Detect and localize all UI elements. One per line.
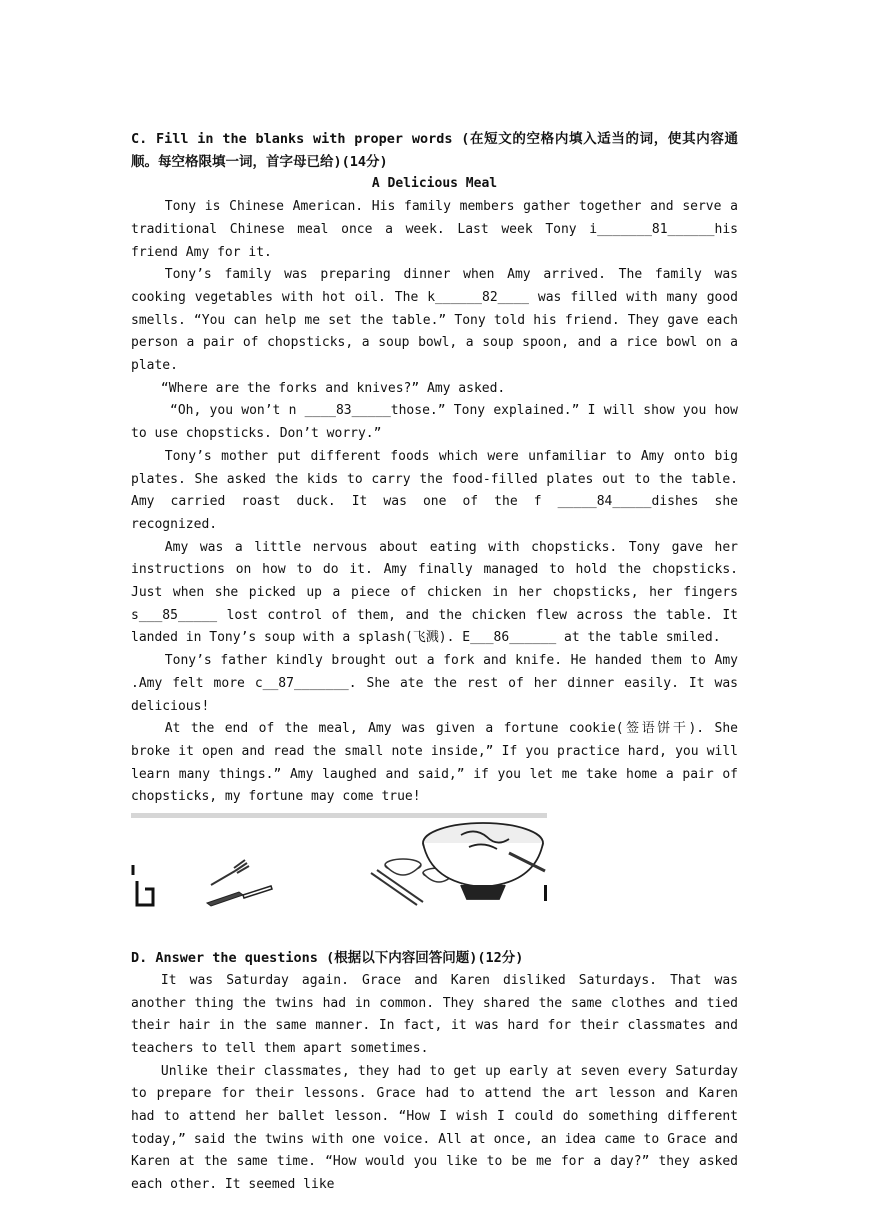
passage-paragraph-4: “Oh, you won’t n ____83_____those.” Tony explained.” I will show you how to use chopsticks. Don’t worry.” bbox=[131, 403, 738, 442]
section-c-heading: C. Fill in the blanks with proper words (在短文的空格内填入适当的词，使其内容通顺。每空格限填一词，首字母已给)(14分) bbox=[131, 131, 738, 170]
passage-title: A Delicious Meal bbox=[371, 176, 498, 192]
passage-paragraph-7: Tony’s father kindly brought out a fork and knife. He handed them to Amy .Amy felt more c__87_______. She ate the rest of her dinner easily. It was delicious! bbox=[131, 653, 738, 714]
chopsticks-illustration bbox=[131, 813, 547, 913]
passage-paragraph-2: Tony’s family was preparing dinner when Amy arrived. The family was cooking vegetables with hot oil. The k______82____ was filled with many good smells. “You can help me set the table.” Tony told his friend. They gave each person a pair of chopsticks, a soup bowl, a soup spoon, and a rice bowl on a plate. bbox=[131, 267, 738, 374]
section-d bbox=[131, 947, 738, 1197]
fork-icon bbox=[211, 860, 249, 885]
passage-paragraph-5: Tony’s mother put different foods which were unfamiliar to Amy onto big plates. She asked the kids to carry the food-filled plates out to the table. Amy carried roast duck. It was one of the f _____84_____dishes she recognized. bbox=[131, 448, 738, 532]
section-d-heading: D. Answer the questions (根据以下内容回答问题)(12分) bbox=[131, 950, 524, 967]
passage-paragraph-3: “Where are the forks and knives?” Amy asked. bbox=[160, 380, 506, 396]
section-d-paragraph-1: It was Saturday again. Grace and Karen disliked Saturdays. That was another thing the twins had in common. They shared the same clothes and tied their hair in the same manner. In fact, it was hard for their classmates and teachers to tell them apart sometimes. bbox=[131, 972, 738, 1056]
chopsticks-icon bbox=[371, 870, 423, 905]
passage-paragraph-8: At the end of the meal, Amy was given a fortune cookie(签语饼干). She broke it open and read the small note inside,” If you practice hard, you will learn many things.” Amy laughed and said,” if you let me take home a pair of chopsticks, my fortune may come true! bbox=[131, 721, 738, 805]
section-d-paragraph-2: Unlike their classmates, they had to get up early at seven every Saturday to prepare for their lessons. Grace had to attend the art lesson and Karen had to attend her ballet lesson. “How I wish I could do something different today,” said the twins with one voice. All at once, an idea came to Grace and Karen at the same time. “How would you like to be me for a day?” they asked each other. It seemed like bbox=[131, 1063, 738, 1193]
border-ornament-icon bbox=[133, 865, 153, 905]
knife-icon bbox=[207, 886, 272, 906]
worksheet-page bbox=[131, 128, 738, 1197]
passage-paragraph-1: Tony is Chinese American. His family members gather together and serve a traditional Chinese meal once a week. Last week Tony i_______81______his friend Amy for it. bbox=[131, 199, 738, 260]
passage-paragraph-6: Amy was a little nervous about eating with chopsticks. Tony gave her instructions on how to do it. Amy finally managed to hold the chopsticks. Just when she picked up a piece of chicken in her chopsticks, her fingers s___85_____ lost control of them, and the chicken flew across the table. It landed in Tony’s soup with a splash(飞溅). E___86______ at the table smiled. bbox=[131, 539, 738, 646]
